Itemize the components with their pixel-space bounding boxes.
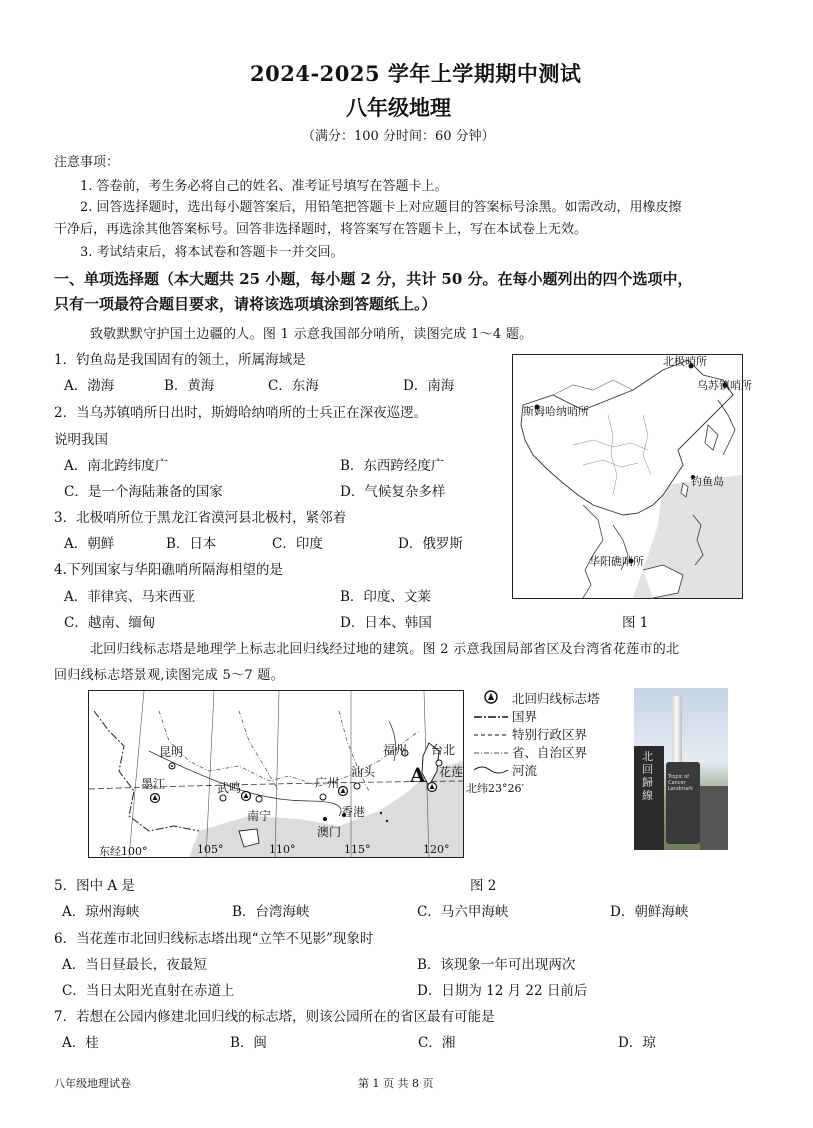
intro-text-2: 北回归线标志塔是地理学上标志北回归线经过地的建筑。图 2 示意我国局部省区及台湾省花莲市的北 [90,642,680,657]
legend-national-border: 国界 [512,709,538,724]
river-legend-line [474,764,508,776]
city-macau: 澳门 [317,825,342,839]
note-item: 2. 回答选择题时，选出每小题答案后，用铅笔把答题卡上对应题目的答案标号涂黑。如需改动，用橡皮擦 [80,200,682,215]
lon-label-100: 东经100° [99,845,148,858]
figure-1-map [512,354,752,599]
notes-heading: 注意事项： [54,155,120,170]
tower-photo-text: 北回歸線 [642,750,653,802]
city-hongkong: 香港 [341,805,366,819]
question-2: 2．当乌苏镇哨所日出时，斯姆哈纳哨所的士兵正在深夜巡逻。 [54,405,428,421]
legend-river: 河流 [512,763,538,778]
footer-page: 第 1 页 共 8 页 [358,1077,434,1090]
intro-text: 致敬默默守护国土边疆的人。图 1 示意我国部分哨所，读图完成 1～4 题。 [90,327,533,342]
section-heading: 一、单项选择题（本大题共 25 小题，每小题 2 分，共计 50 分。在每小题列出的四个选项中， [54,270,693,288]
sar-border-legend-line [474,730,508,740]
figure-2-map [88,690,464,858]
option: B．东西跨经度广 [340,458,445,474]
footer-left: 八年级地理试卷 [54,1077,131,1090]
option: D．琼 [618,1035,656,1051]
question-2-cont: 说明我国 [54,432,108,448]
city-mojiang: 墨江 [141,777,166,791]
city-wuming: 武鸣 [217,781,242,795]
option: B．日本 [166,536,217,552]
legend-sar-border: 特别行政区界 [512,727,588,742]
section-heading-cont: 只有一项最符合题目要求，请将该选项填涂到答题纸上。） [54,295,437,313]
city-nanning: 南宁 [247,809,272,823]
lon-label-120: 120° [423,843,450,856]
question-5: 5．图中 A 是 [54,878,135,894]
exam-subtitle: 八年级地理 [346,95,451,120]
option: A．当日昼最长，夜最短 [62,957,207,973]
option: C．东海 [268,378,319,394]
option: B．台湾海峡 [232,904,310,920]
option: D．南海 [403,378,455,394]
option: B．该现象一年可出现两次 [417,957,576,973]
tower-legend-icon [482,688,502,706]
intro-text-2-cont: 回归线标志塔景观,读图完成 5～7 题。 [54,668,284,683]
city-guangzhou: 广州 [315,776,340,790]
option: D．朝鲜海峡 [610,904,689,920]
note-item: 干净后，再选涂其他答案标号。回答非选择题时，将答案写在答题卡上，写在本试卷上无效。 [54,222,588,237]
option: D．俄罗斯 [398,536,463,552]
city-taipei: 台北 [431,743,456,757]
legend-tower: 北回归线标志塔 [512,691,600,706]
question-1: 1．钓鱼岛是我国固有的领土，所属海域是 [54,352,306,368]
question-7: 7．若想在公园内修建北回归线的标志塔，则该公园所在的省区最有可能是 [54,1009,495,1025]
figure-1-caption: 图 1 [622,615,649,631]
option: D．气候复杂多样 [340,484,446,500]
exam-title: 2024-2025 学年上学期期中测试 [250,61,582,86]
question-4: 4.下列国家与华阳礁哨所隔海相望的是 [54,562,283,578]
option: A．渤海 [64,378,115,394]
option: B．黄海 [164,378,215,394]
option: D．日期为 12 月 22 日前后 [417,983,588,999]
option: A．南北跨纬度广 [64,458,169,474]
option: C．越南、缅甸 [64,615,156,631]
option: A．朝鲜 [64,536,115,552]
south-china-map [89,691,463,857]
city-hualien: 花莲 [439,765,464,779]
question-6: 6．当花莲市北回归线标志塔出现“立竿不见影”现象时 [54,931,374,947]
city-kunming: 昆明 [159,745,184,759]
point-a-label: A [410,763,426,787]
option: A．琼州海峡 [62,904,140,920]
label-huayang-post: 华阳礁哨所 [589,555,644,568]
label-wusu-post: 乌苏镇哨所 [697,379,752,392]
tower-photo [634,688,728,850]
legend-province-border: 省、自治区界 [512,745,588,760]
border-legend-line [474,712,508,722]
label-diaoyu: 钓鱼岛 [691,475,724,488]
lon-label-110: 110° [269,843,296,856]
option: B．闽 [230,1035,267,1051]
province-border-legend-line [474,748,508,758]
city-fuzhou: 福州 [383,743,408,757]
note-item: 1. 答卷前，考生务必将自己的姓名、准考证号填写在答题卡上。 [80,179,448,194]
option: C．印度 [272,536,323,552]
option: D．日本、韩国 [340,615,432,631]
exam-meta: （满分：100 分时间：60 分钟） [302,129,495,144]
lon-label-115: 115° [344,843,371,856]
option: C．当日太阳光直射在赤道上 [62,983,235,999]
option: A．桂 [62,1035,99,1051]
option: C．马六甲海峡 [417,904,509,920]
label-simuhana-post: 斯姆哈纳哨所 [523,405,589,418]
option: C．湘 [418,1035,456,1051]
option: A．菲律宾、马来西亚 [64,589,196,605]
option: C．是一个海陆兼备的国家 [64,484,223,500]
label-north-post: 北极哨所 [663,355,707,368]
note-item: 3. 考试结束后，将本试卷和答题卡一并交回。 [80,245,344,260]
tower-plaque: Tropic of Cancer Landmark [668,774,694,792]
lon-label-105: 105° [197,843,224,856]
option: B．印度、文莱 [340,589,431,605]
city-shantou: 汕头 [351,765,376,779]
question-3: 3．北极哨所位于黑龙江省漠河县北极村，紧邻着 [54,510,347,526]
latitude-label: 北纬23°26′ [466,782,524,795]
figure-2-caption: 图 2 [470,878,497,894]
